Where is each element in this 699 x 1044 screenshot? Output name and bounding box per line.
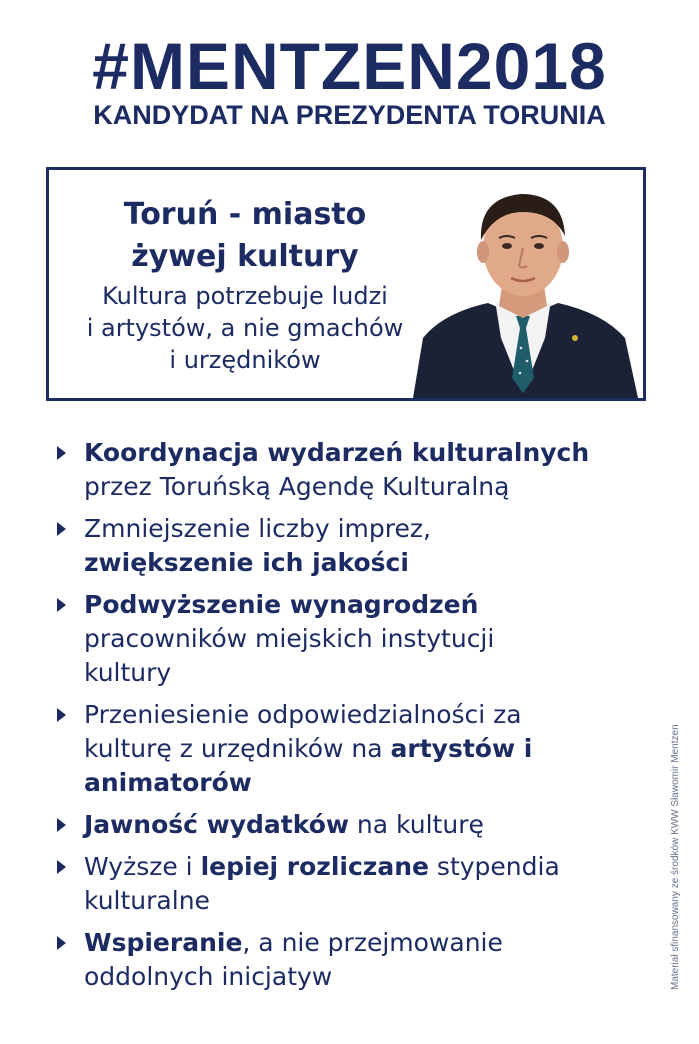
program-points-list xyxy=(50,436,650,1002)
point-text: na kulturę xyxy=(348,810,484,839)
program-point xyxy=(50,436,650,504)
candidate-portrait xyxy=(403,178,643,398)
emphasized-text: zwiększenie ich jakości xyxy=(84,548,409,577)
triangle-bullet-icon xyxy=(57,860,66,874)
program-point-line xyxy=(84,698,650,732)
feature-heading xyxy=(49,194,441,278)
feature-sub-line: i artystów, a nie gmachów xyxy=(86,314,404,342)
point-text: stypendia xyxy=(428,852,560,881)
emphasized-text: lepiej rozliczane xyxy=(200,852,429,881)
program-point-line xyxy=(84,926,650,960)
program-point xyxy=(50,588,650,690)
program-point-line xyxy=(84,656,650,690)
program-point-line xyxy=(84,470,650,504)
emphasized-text: Jawność wydatków xyxy=(84,810,349,839)
emphasized-text: animatorów xyxy=(84,768,252,797)
program-point-line xyxy=(84,588,650,622)
feature-heading-line: Toruń - miasto xyxy=(123,197,367,232)
point-text: Wyższe i xyxy=(84,852,201,881)
point-text: przez Toruńską Agendę Kulturalną xyxy=(84,472,510,501)
point-text: Zmniejszenie liczby imprez, xyxy=(84,514,431,543)
triangle-bullet-icon xyxy=(57,818,66,832)
triangle-bullet-icon xyxy=(57,598,66,612)
financing-note: Materiał sfinansowany ze środków KWW Sławomir Mentzen xyxy=(670,724,681,990)
program-point xyxy=(50,926,650,994)
program-point xyxy=(50,512,650,580)
program-point xyxy=(50,808,650,842)
feature-box-text xyxy=(49,194,441,376)
point-text: , a nie przejmowanie xyxy=(242,928,503,957)
point-text: kulturę z urzędników na xyxy=(84,734,391,763)
emphasized-text: Wspieranie xyxy=(84,928,243,957)
emphasized-text: artystów i xyxy=(390,734,533,763)
feature-subheading xyxy=(49,280,441,376)
program-point-line xyxy=(84,884,650,918)
program-point-line xyxy=(84,622,650,656)
program-point-line xyxy=(84,512,650,546)
program-point-line xyxy=(84,766,650,800)
emphasized-text: Koordynacja wydarzeń kulturalnych xyxy=(84,438,590,467)
point-text: kulturalne xyxy=(84,886,210,915)
candidate-subtitle: KANDYDAT NA PREZYDENTA TORUNIA xyxy=(93,100,606,130)
program-point-line xyxy=(84,732,650,766)
triangle-bullet-icon xyxy=(57,708,66,722)
triangle-bullet-icon xyxy=(57,936,66,950)
program-point-line xyxy=(84,960,650,994)
program-point-line xyxy=(84,850,650,884)
triangle-bullet-icon xyxy=(57,522,66,536)
point-text: pracowników miejskich instytucji xyxy=(84,624,495,653)
point-text: oddolnych inicjatyw xyxy=(84,962,333,991)
point-text: Przeniesienie odpowiedzialności za xyxy=(84,700,522,729)
feature-sub-line: Kultura potrzebuje ludzi xyxy=(102,282,388,310)
program-point xyxy=(50,698,650,800)
program-point-line xyxy=(84,436,650,470)
triangle-bullet-icon xyxy=(57,446,66,460)
campaign-hashtag-title: #MENTZEN2018 xyxy=(92,29,607,103)
point-text: kultury xyxy=(84,658,172,687)
feature-box xyxy=(46,167,646,401)
program-point xyxy=(50,850,650,918)
emphasized-text: Podwyższenie wynagrodzeń xyxy=(84,590,479,619)
program-point-line xyxy=(84,808,650,842)
feature-sub-line: i urzędników xyxy=(169,346,321,374)
program-point-line xyxy=(84,546,650,580)
feature-heading-line: żywej kultury xyxy=(131,239,359,274)
